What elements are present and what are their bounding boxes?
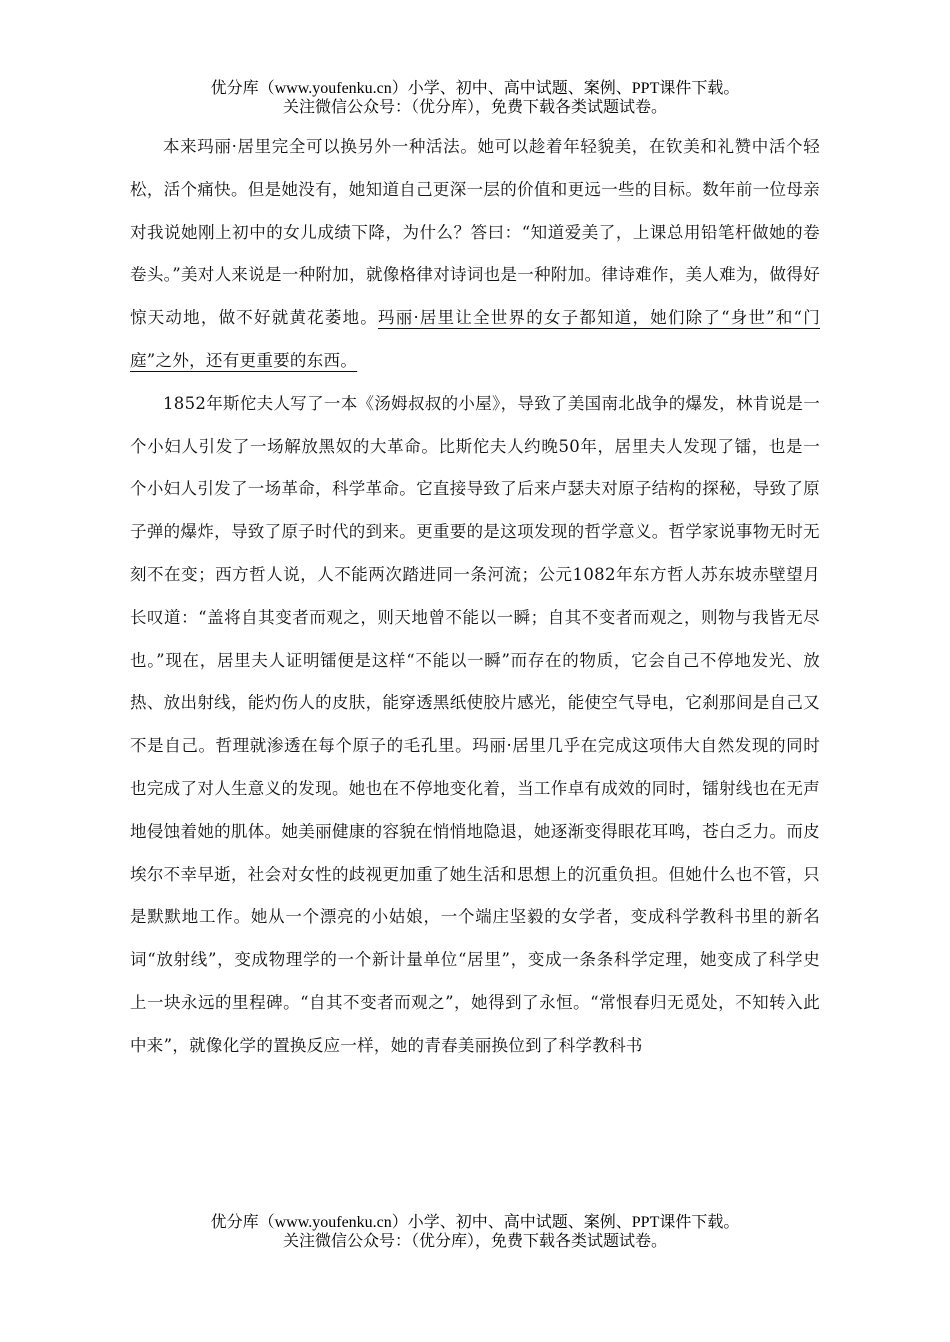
page-header bbox=[0, 79, 950, 117]
paragraph-2 bbox=[130, 383, 820, 1068]
paragraph-1-text: 本来玛丽·居里完全可以换另外一种活法。她可以趁着年轻貌美，在钦美和礼赞中活个轻松，活个痛快。但是她没有，她知道自己更深一层的价值和更远一些的目标。数年前一位母亲对我说她刚上初中的女儿成绩下降，为什么？答曰：“知道爱美了，上课总用铅笔杆做她的卷卷头。”美对人来说是一种附加，就像格律对诗词也是一种附加。律诗难作，美人难为，做得好惊天动地，做不好就黄花萎地。 bbox=[130, 137, 820, 328]
article-body bbox=[130, 126, 820, 1068]
paragraph-2-text: 1852年斯佗夫人写了一本《汤姆叔叔的小屋》，导致了美国南北战争的爆发，林肯说是一个小妇人引发了一场解放黑奴的大革命。比斯佗夫人约晚50年，居里夫人发现了镭，也是一个小妇人引发了一场革命，科学革命。它直接导致了后来卢瑟夫对原子结构的探秘，导致了原子弹的爆炸，导致了原子时代的到来。更重要的是这项发现的哲学意义。哲学家说事物无时无刻不在变；西方哲人说，人不能两次踏进同一条河流；公元1082年东方哲人苏东坡赤壁望月长叹道：“盖将自其变者而观之，则天地曾不能以一瞬；自其不变者而观之，则物与我皆无尽也。”现在，居里夫人证明镭便是这样“不能以一瞬”而存在的物质，它会自己不停地发光、放热、放出射线，能灼伤人的皮肤，能穿透黑纸使胶片感光，能使空气导电，它刹那间是自己又不是自己。哲理就渗透在每个原子的毛孔里。玛丽·居里几乎在完成这项伟大自然发现的同时也完成了对人生意义的发现。她也在不停地变化着，当工作卓有成效的同时，镭射线也在无声地侵蚀着她的肌体。她美丽健康的容貌在悄悄地隐退，她逐渐变得眼花耳鸣，苍白乏力。而皮埃尔不幸早逝，社会对女性的歧视更加重了她生活和思想上的沉重负担。但她什么也不管，只是默默地工作。她从一个漂亮的小姑娘，一个端庄坚毅的女学者，变成科学教科书里的新名词“放射线”，变成物理学的一个新计量单位“居里”，变成一条条科学定理，她变成了科学史上一块永远的里程碑。“自其不变者而观之”，她得到了永恒。“常恨春归无觅处，不知转入此中来”，就像化学的置换反应一样，她的青春美丽换位到了科学教科书 bbox=[130, 393, 820, 1055]
footer-line-1: 优分库（www.youfenku.cn）小学、初中、高中试题、案例、PPT课件下载。 bbox=[210, 1214, 740, 1231]
header-line-2: 关注微信公众号：（优分库），免费下载各类试题试卷。 bbox=[282, 99, 667, 116]
underlined-sentence: 玛丽·居里让全世界的女子都知道，她们除了“身世”和“门庭”之外，还有更重要的东西。 bbox=[130, 308, 820, 370]
page-footer bbox=[0, 1213, 950, 1251]
header-line-1: 优分库（www.youfenku.cn）小学、初中、高中试题、案例、PPT课件下载。 bbox=[210, 80, 740, 97]
footer-line-2: 关注微信公众号：（优分库），免费下载各类试题试卷。 bbox=[282, 1233, 667, 1250]
paragraph-1 bbox=[130, 126, 820, 383]
